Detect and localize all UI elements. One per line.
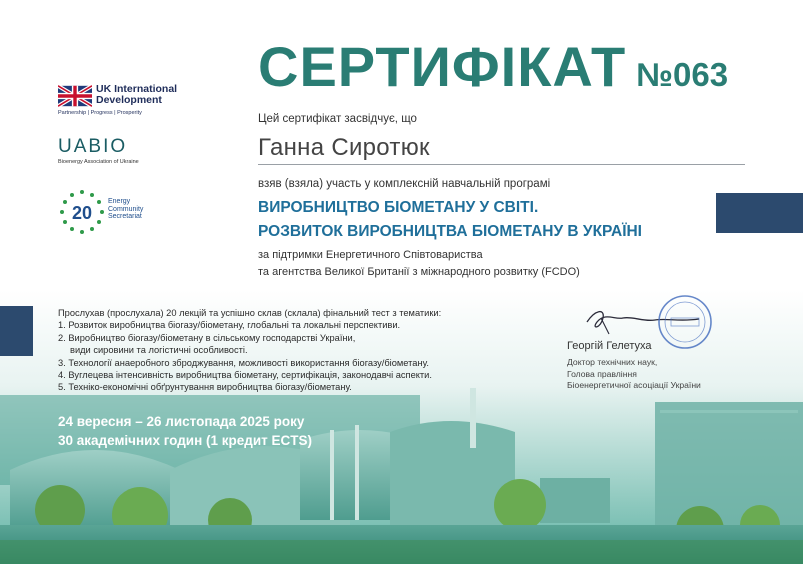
topics-list bbox=[58, 307, 441, 394]
official-stamp-icon bbox=[657, 294, 713, 350]
support-line2: та агентства Великої Британії з міжнародного розвитку (FCDO) bbox=[258, 266, 580, 278]
program-title bbox=[258, 196, 642, 244]
ecs-line1: Energy bbox=[108, 198, 131, 205]
program-title-line2: РОЗВИТОК ВИРОБНИЦТВА БІОМЕТАНУ В УКРАЇНІ bbox=[258, 223, 642, 240]
recipient-name: Ганна Сиротюк bbox=[258, 134, 430, 161]
uabio-logo bbox=[58, 137, 139, 165]
uk-international-development-logo bbox=[58, 85, 188, 119]
uk-logo-name bbox=[96, 84, 177, 106]
support-line1: за підтримки Енергетичного Співтовариства bbox=[258, 249, 483, 261]
accent-bar-right bbox=[716, 193, 803, 233]
topic-item: 5. Техніко-економічні обґрунтування виробництва біогазу/біометану. bbox=[58, 382, 352, 393]
course-dates bbox=[58, 412, 312, 450]
program-title-line1: ВИРОБНИЦТВО БІОМЕТАНУ У СВІТІ. bbox=[258, 199, 539, 216]
ecs-line3: Secretariat bbox=[108, 213, 142, 220]
topic-item: 3. Технології анаеробного зброджування, можливості використання біогазу/біометану. bbox=[58, 357, 429, 368]
certificate-title bbox=[258, 34, 728, 99]
uk-logo-tagline: Partnership | Progress | Prosperity bbox=[58, 110, 142, 116]
uabio-subtitle: Bioenergy Association of Ukraine bbox=[58, 159, 139, 165]
course-period: 24 вересня – 26 листопада 2025 року bbox=[58, 414, 305, 429]
signer-role-line1: Доктор технічних наук, bbox=[567, 357, 658, 367]
topic-item: 2. Виробництво біогазу/біометану в сільському господарстві України, bbox=[58, 332, 356, 343]
participation-text: взяв (взяла) участь у комплексній навчальній програмі bbox=[258, 178, 551, 190]
support-text bbox=[258, 247, 580, 281]
course-hours: 30 академічних годин (1 кредит ECTS) bbox=[58, 433, 313, 448]
ecs-line2: Community bbox=[108, 205, 144, 213]
topic-item-continuation: види сировини та логістичні особливості. bbox=[70, 345, 248, 356]
energy-community-emblem-icon bbox=[58, 188, 106, 236]
signer-name: Георгій Гелетуха bbox=[567, 340, 652, 352]
certificate-number: №063 bbox=[636, 56, 729, 93]
topic-item: 1. Розвиток виробництва біогазу/біометану, глобальні та локальні перспективи. bbox=[58, 320, 401, 331]
topics-intro: Прослухав (прослухала) 20 лекцій та успішно склав (склала) фінальний тест з тематики: bbox=[58, 308, 442, 318]
uk-logo-name-line2: Development bbox=[96, 94, 162, 106]
signer-role-line2: Голова правління bbox=[567, 368, 637, 379]
ecs-anniversary-number: 20 bbox=[71, 203, 93, 223]
signer-role bbox=[567, 357, 701, 392]
uk-logo-name-line1: UK International bbox=[96, 83, 178, 95]
name-underline bbox=[258, 164, 745, 165]
accent-bar-left bbox=[0, 306, 33, 356]
topic-item: 4. Вуглецева інтенсивність виробництва біометану, сертифікація, законодавчі аспекти. bbox=[58, 370, 432, 381]
certifies-text: Цей сертифікат засвідчує, що bbox=[258, 113, 417, 125]
certificate-title-text: СЕРТИФІКАТ bbox=[258, 35, 627, 98]
energy-community-logo bbox=[58, 188, 178, 236]
signer-role-line3: Біоенергетичної асоціації України bbox=[567, 380, 701, 390]
uabio-wordmark: UABIO bbox=[58, 136, 128, 157]
uk-flag-icon bbox=[58, 85, 92, 107]
ecs-text bbox=[108, 198, 143, 221]
